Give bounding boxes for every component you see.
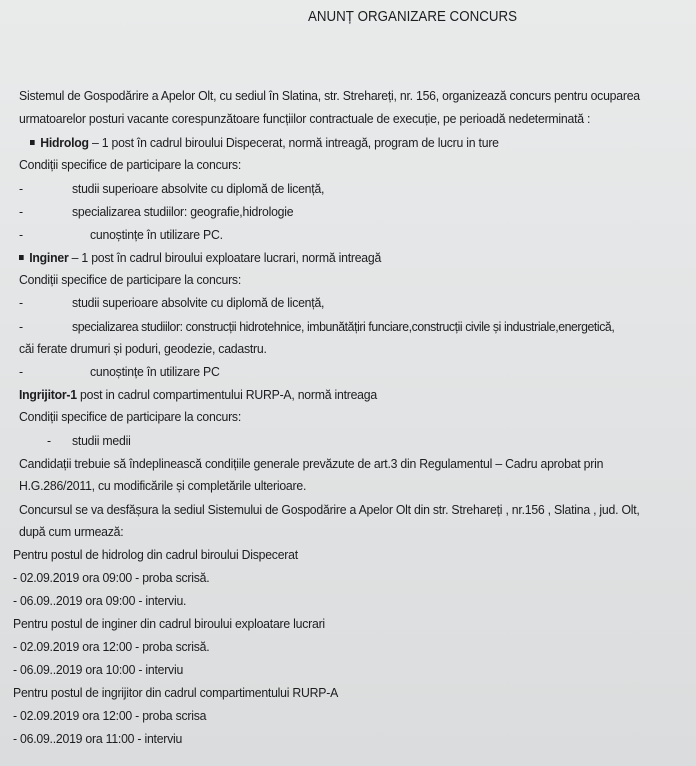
- conditions-heading: Condiții specifice de participare la concurs:: [19, 157, 241, 172]
- position-inginer: [19, 249, 381, 267]
- condition-item: specializarea studiilor: construcții hidrotehnice, imbunătățiri funciare,construcții civile și industriale,energetică,: [72, 319, 615, 334]
- schedule-item: - 06.09..2019 ora 11:00 - interviu: [13, 731, 183, 746]
- position-hidrolog: [30, 134, 499, 152]
- position-name: Inginer: [29, 250, 69, 265]
- list-dash: -: [47, 433, 51, 448]
- position-description: – 1 post în cadrul biroului exploatare lucrari, normă intreagă: [68, 250, 382, 265]
- list-dash: -: [19, 364, 23, 379]
- condition-item: studii superioare absolvite cu diplomă de licență,: [72, 181, 325, 196]
- conditions-heading: Condiții specifice de participare la concurs:: [19, 409, 241, 424]
- position-name: Hidrolog: [40, 135, 89, 150]
- bullet-icon: [30, 140, 35, 145]
- schedule-heading: Pentru postul de inginer din cadrul biroului exploatare lucrari: [13, 616, 325, 631]
- list-dash: -: [19, 295, 23, 310]
- intro-line: urmatoarelor posturi vacante corespunzătoare funcțiilor contractuale de execuție, pe perioadă nedeterminată :: [19, 111, 591, 126]
- condition-item: cunoștințe în utilizare PC: [90, 364, 220, 379]
- position-description: post in cadrul compartimentului RURP-A, normă intreaga: [76, 387, 377, 402]
- position-name: Ingrijitor-1: [19, 387, 77, 402]
- list-dash: -: [19, 319, 23, 334]
- condition-item: specializarea studiilor: geografie,hidrologie: [72, 204, 294, 219]
- condition-item: studii medii: [72, 433, 131, 448]
- location-text: după cum urmează:: [19, 524, 124, 539]
- condition-item: cunoștințe în utilizare PC.: [90, 227, 223, 242]
- list-dash: -: [19, 204, 23, 219]
- schedule-item: - 06.09..2019 ora 10:00 - interviu: [13, 662, 184, 677]
- position-description: – 1 post în cadrul biroului Dispecerat, normă intreagă, program de lucru in ture: [88, 135, 499, 150]
- condition-item: studii superioare absolvite cu diplomă de licență,: [72, 295, 325, 310]
- document-title: ANUNȚ ORGANIZARE CONCURS: [308, 9, 518, 25]
- intro-line: Sistemul de Gospodărire a Apelor Olt, cu sediul în Slatina, str. Strehareți, nr. 156, organizează concurs pentru ocuparea: [19, 88, 640, 103]
- list-dash: -: [19, 181, 23, 196]
- schedule-item: - 06.09..2019 ora 09:00 - interviu.: [13, 593, 187, 608]
- schedule-item: - 02.09.2019 ora 12:00 - proba scrisa: [13, 708, 207, 723]
- condition-item-continuation: căi ferate drumuri și poduri, geodezie, cadastru.: [19, 341, 267, 356]
- schedule-item: - 02.09.2019 ora 09:00 - proba scrisă.: [13, 570, 210, 585]
- position-ingrijitor: [19, 386, 377, 404]
- location-text: Concursul se va desfășura la sediul Sistemului de Gospodărire a Apelor Olt din str. Strehareți , nr.156 , Slatina , jud. Olt,: [19, 502, 640, 517]
- general-conditions: H.G.286/2011, cu modificările și completările ulterioare.: [19, 478, 307, 493]
- schedule-heading: Pentru postul de ingrijitor din cadrul compartimentului RURP-A: [13, 685, 339, 700]
- conditions-heading: Condiții specifice de participare la concurs:: [19, 272, 241, 287]
- list-dash: -: [19, 227, 23, 242]
- schedule-heading: Pentru postul de hidrolog din cadrul biroului Dispecerat: [13, 547, 298, 562]
- general-conditions: Candidații trebuie să îndeplinească condițiile generale prevăzute de art.3 din Regulamentul – Cadru aprobat prin: [19, 456, 604, 471]
- bullet-icon: [19, 255, 24, 260]
- schedule-item: - 02.09.2019 ora 12:00 - proba scrisă.: [13, 639, 210, 654]
